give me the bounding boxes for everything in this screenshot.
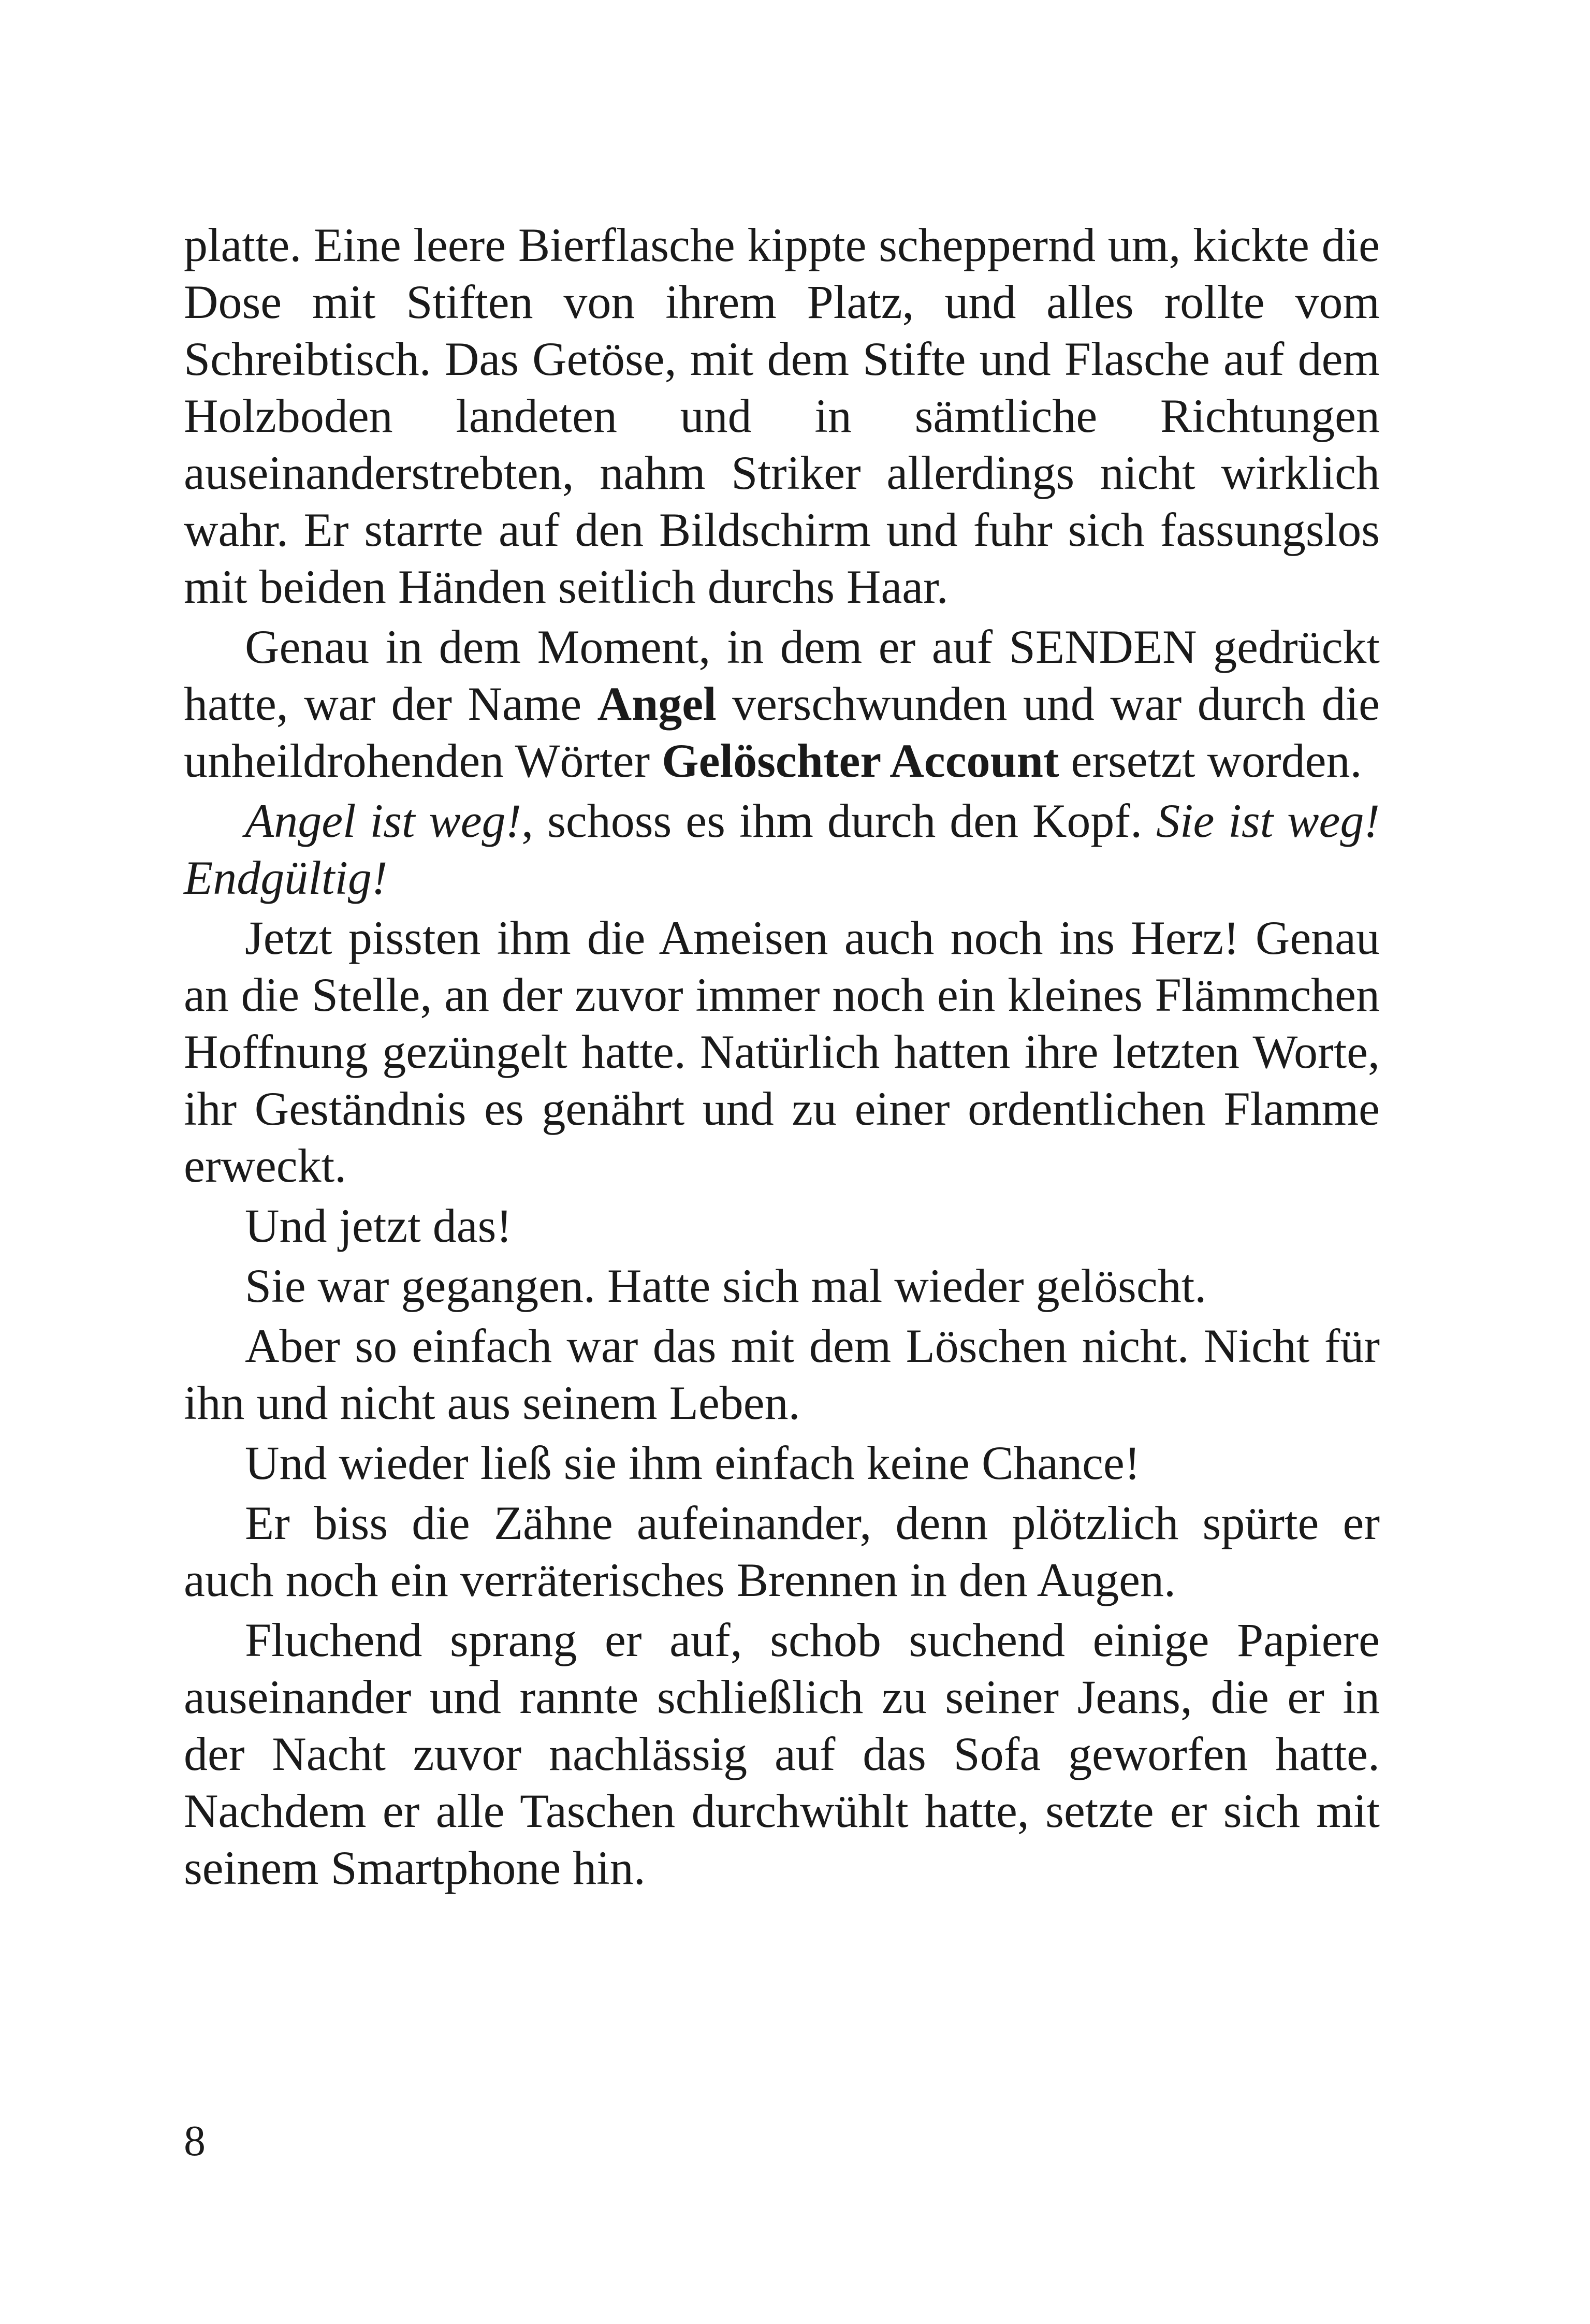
body-text [184,216,1380,1896]
paragraph-2-text-a: Genau in dem Moment, in dem er auf SENDEN gedrückt hatte, war der Name [184,620,1380,730]
paragraph-4: Jetzt pissten ihm die Ameisen auch noch ins Herz! Genau an die Stelle, an der zuvor immer noch ein kleines Flämmchen Hoffnung gezüngelt hatte. Natürlich hatten ihre letzten Worte, ihr Geständnis es genährt und zu einer ordentlichen Flamme erweckt. [184,911,1380,1192]
italic-thought-1: Angel ist weg! [245,794,522,847]
paragraph-2-text-e: ersetzt worden. [1059,734,1362,787]
paragraph-6: Sie war gegangen. Hatte sich mal wieder gelöscht. [245,1259,1207,1312]
paragraph-3 [184,792,1380,906]
bold-deleted-account: Gelöschter Account [662,734,1059,787]
paragraph-2 [184,618,1380,789]
paragraph-1: platte. Eine leere Bierflasche kippte scheppernd um, kickte die Dose mit Stiften von ihrem Platz, und alles rollte vom Schreibtisch. Das Getöse, mit dem Stifte und Flasche auf dem Holzboden landeten und in sämtliche Richtungen auseinanderstrebten, nahm Striker allerdings nicht wirklich wahr. Er starrte auf den Bildschirm und fuhr sich fassungslos mit beiden Händen seitlich durchs Haar. [184,219,1380,613]
paragraph-5: Und jetzt das! [245,1199,513,1252]
paragraph-10: Fluchend sprang er auf, schob suchend einige Papiere auseinander und rannte schließlich zu seiner Jeans, die er in der Nacht zuvor nachlässig auf das Sofa geworfen hatte. Nachdem er alle Taschen durchwühlt hatte, setzte er sich mit seinem Smartphone hin. [184,1614,1380,1894]
paragraph-2-text-c: verschwunden und war durch die unheildrohenden Wörter [184,677,1380,787]
paragraph-9: Er biss die Zähne aufeinander, denn plötzlich spürte er auch noch ein verräterisches Brennen in den Augen. [184,1497,1380,1606]
page-number: 8 [184,2117,206,2165]
paragraph-7: Aber so einfach war das mit dem Löschen nicht. Nicht für ihn und nicht aus seinem Leben. [184,1319,1380,1429]
bold-angel: Angel [597,677,717,730]
italic-thought-2: Sie ist weg! Endgültig! [184,794,1380,904]
paragraph-3-text-b: , schoss es ihm durch den Kopf. [521,794,1156,847]
paragraph-8: Und wieder ließ sie ihm einfach keine Chance! [245,1436,1141,1489]
